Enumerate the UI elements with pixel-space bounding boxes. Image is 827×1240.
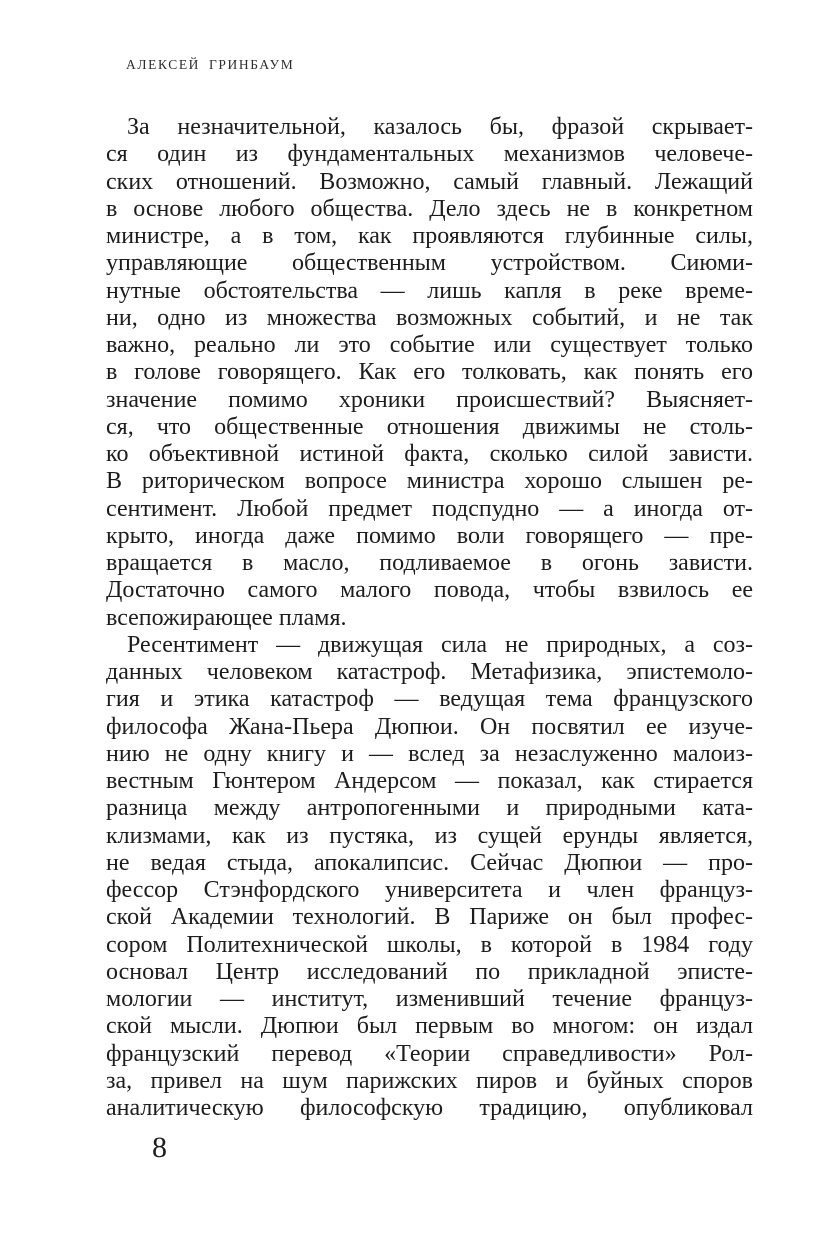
paragraph bbox=[106, 632, 753, 1123]
text-line: мологии — институт, изменивший течение француз- bbox=[106, 986, 753, 1012]
text-line: нутные обстоятельства — лишь капля в реке време- bbox=[106, 277, 753, 304]
text-line: не ведая стыда, апокалипсис. Сейчас Дюпюи — про- bbox=[106, 849, 753, 876]
text-line: ской мысли. Дюпюи был первым во многом: он издал bbox=[106, 1013, 753, 1040]
paragraph bbox=[106, 114, 753, 632]
text-line: ни, одно из множества возможных событий, и не так bbox=[106, 304, 753, 331]
text-line: ских отношений. Возможно, самый главный. Лежащий bbox=[106, 168, 753, 195]
text-line: основал Центр исследований по прикладной эписте- bbox=[106, 958, 753, 985]
text-line: министре, а в том, как проявляются глубинные силы, bbox=[106, 223, 753, 249]
text-line: важно, реально ли это событие или существует только bbox=[106, 332, 753, 358]
text-line: управляющие общественным устройством. Сиюми- bbox=[106, 250, 753, 277]
text-line: фессор Стэнфордского университета и член француз- bbox=[106, 877, 753, 903]
text-line: ся один из фундаментальных механизмов человече- bbox=[106, 141, 753, 168]
text-line: вращается в масло, подливаемое в огонь зависти. bbox=[106, 550, 753, 576]
text-line: аналитическую философскую традицию, опубликовал bbox=[106, 1095, 753, 1121]
page-number: 8 bbox=[152, 1131, 167, 1164]
text-line: Достаточно самого малого повода, чтобы взвилось ее bbox=[106, 577, 753, 604]
text-line: За незначительной, казалось бы, фразой скрывает- bbox=[127, 114, 753, 140]
running-header-author: АЛЕКСЕЙ ГРИНБАУМ bbox=[126, 57, 295, 72]
text-line: данных человеком катастроф. Метафизика, эпистемоло- bbox=[106, 659, 753, 685]
text-line: клизмами, как из пустяка, из сущей ерунды является, bbox=[106, 822, 753, 849]
text-line: французский перевод «Теории справедливости» Рол- bbox=[106, 1040, 753, 1067]
body-text bbox=[106, 114, 753, 1122]
text-line: В риторическом вопросе министра хорошо слышен ре- bbox=[106, 468, 753, 495]
text-line: ся, что общественные отношения движимы не столь- bbox=[106, 413, 753, 440]
text-line: значение помимо хроники происшествий? Выясняет- bbox=[106, 386, 753, 413]
text-line: гия и этика катастроф — ведущая тема французского bbox=[106, 686, 753, 713]
text-line: ской Академии технологий. В Париже он был профес- bbox=[106, 904, 753, 931]
text-line: крыто, иногда даже помимо воли говорящего — пре- bbox=[106, 522, 753, 549]
text-line: философа Жана-Пьера Дюпюи. Он посвятил ее изуче- bbox=[106, 713, 753, 740]
text-line: всепожирающее пламя. bbox=[106, 604, 347, 631]
text-line: ко объективной истиной факта, сколько силой зависти. bbox=[106, 441, 753, 467]
text-line: за, привел на шум парижских пиров и буйных споров bbox=[106, 1067, 753, 1094]
text-line: в голове говорящего. Как его толковать, как понять его bbox=[106, 359, 753, 386]
text-line: сором Политехнической школы, в которой в 1984 году bbox=[106, 931, 753, 958]
text-line: в основе любого общества. Дело здесь не в конкретном bbox=[106, 195, 753, 222]
text-line: вестным Гюнтером Андерсом — показал, как стирается bbox=[106, 768, 753, 794]
text-line: Ресентимент — движущая сила не природных, а соз- bbox=[127, 631, 753, 658]
text-line: разница между антропогенными и природными ката- bbox=[106, 795, 753, 822]
text-line: сентимент. Любой предмет подспудно — а иногда от- bbox=[106, 495, 753, 522]
text-line: нию не одну книгу и — вслед за незаслуженно малоиз- bbox=[106, 740, 753, 767]
